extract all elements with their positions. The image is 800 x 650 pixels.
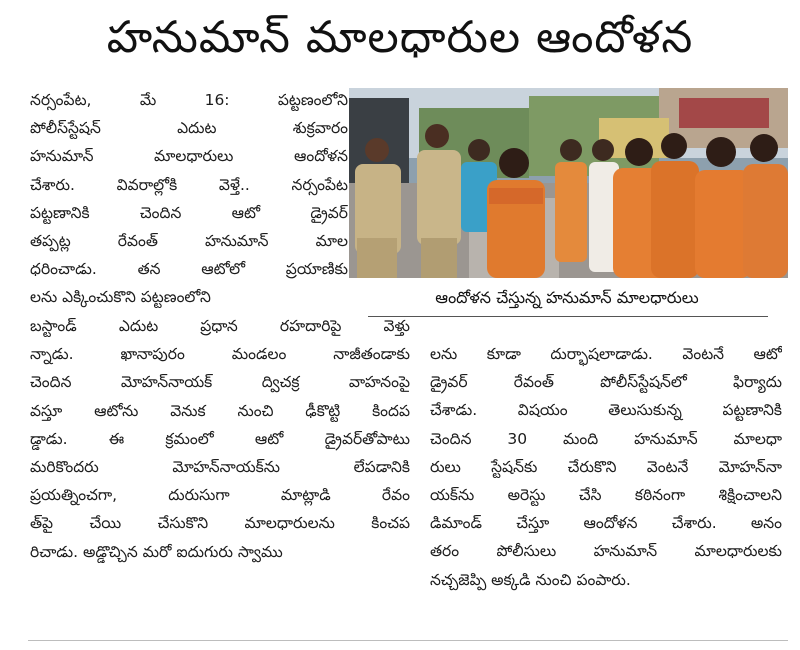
article-line: ప్రయత్నించగా, దురుసుగా మాట్లాడి రేవం bbox=[30, 486, 410, 505]
article-line: లను కూడా దుర్భాషలాడాడు. వెంటనే ఆటో bbox=[430, 345, 782, 363]
article-line: ధరించాడు. తన ఆటోలో ప్రయాణికు bbox=[30, 260, 348, 279]
article-line: త్‌పై చేయి చేసుకొని మాలధారులను కించప bbox=[30, 514, 410, 533]
article-column-left-bottom bbox=[30, 312, 410, 566]
article-line: వస్తూ ఆటోను వెనుక నుంచి ఢీకొట్టి కిందప bbox=[30, 401, 410, 420]
article-line: డ్డాడు. ఈ క్రమంలో ఆటో డ్రైవర్‌తోపాటు bbox=[30, 429, 410, 448]
article-line: చేశారు. వివరాల్లోకి వెళ్తే.. నర్సంపేట bbox=[30, 175, 348, 194]
article-line: న్నాడు. ఖానాపురం మండలం నాజీతండాకు bbox=[30, 345, 410, 364]
article-line: నర్సంపేట, మే 16: పట్టణంలోని bbox=[30, 91, 348, 109]
article-line: డ్రైవర్ రేవంత్ పోలీస్‌స్టేషన్‌లో ఫిర్యాదు bbox=[430, 373, 782, 392]
article-line: యక్‌ను అరెస్టు చేసి కఠినంగా శిక్షించాలని bbox=[430, 485, 782, 504]
article-line: డిమాండ్ చేస్తూ ఆందోళన చేశారు. అనం bbox=[430, 514, 782, 533]
article-line: హనుమాన్ మాలధారులు ఆందోళన bbox=[30, 147, 348, 166]
article-line: నచ్చజెప్పి అక్కడి నుంచి పంపారు. bbox=[430, 570, 631, 589]
caption-underline bbox=[368, 316, 768, 317]
article-column-left-top bbox=[30, 86, 348, 312]
article-line: తరం పోలీసులు హనుమాన్ మాలధారులకు bbox=[430, 542, 782, 561]
article-line: రులు స్టేషన్‌కు చేరుకొని వెంటనే మోహన్‌నా bbox=[430, 457, 782, 476]
article-line: పోలీస్‌స్టేషన్ ఎదుట శుక్రవారం bbox=[30, 119, 348, 138]
article-line: తప్పట్ల రేవంత్ హనుమాన్ మాల bbox=[30, 231, 348, 250]
news-photo bbox=[349, 88, 788, 278]
photo-caption: ఆందోళన చేస్తున్న హనుమాన్ మాలధారులు bbox=[435, 288, 699, 307]
article-line: మరికొందరు మోహన్‌నాయక్‌ను లేపడానికి bbox=[30, 457, 410, 476]
protest-photo-illustration bbox=[349, 88, 788, 278]
bottom-divider bbox=[28, 640, 788, 641]
article-line: లను ఎక్కించుకొని పట్టణంలోని bbox=[30, 288, 211, 307]
article-column-right bbox=[430, 340, 782, 594]
article-line: చెందిన మోహన్‌నాయక్ ద్విచక్ర వాహనంపై bbox=[30, 373, 410, 392]
article-line: రిచాడు. అడ్డొచ్చిన మరో ఐదుగురు స్వాము bbox=[30, 542, 283, 561]
article-line: చెందిన 30 మంది హనుమాన్ మాలధా bbox=[430, 429, 782, 448]
article-line: బస్టాండ్ ఎదుట ప్రధాన రహదారిపై వెళ్తు bbox=[30, 317, 410, 335]
headline: హనుమాన్ మాలధారుల ఆందోళన bbox=[106, 12, 694, 63]
article-line: చేశాడు. విషయం తెలుసుకున్న పట్టణానికి bbox=[430, 401, 782, 420]
article-line: పట్టణానికి చెందిన ఆటో డ్రైవర్ bbox=[30, 203, 348, 222]
